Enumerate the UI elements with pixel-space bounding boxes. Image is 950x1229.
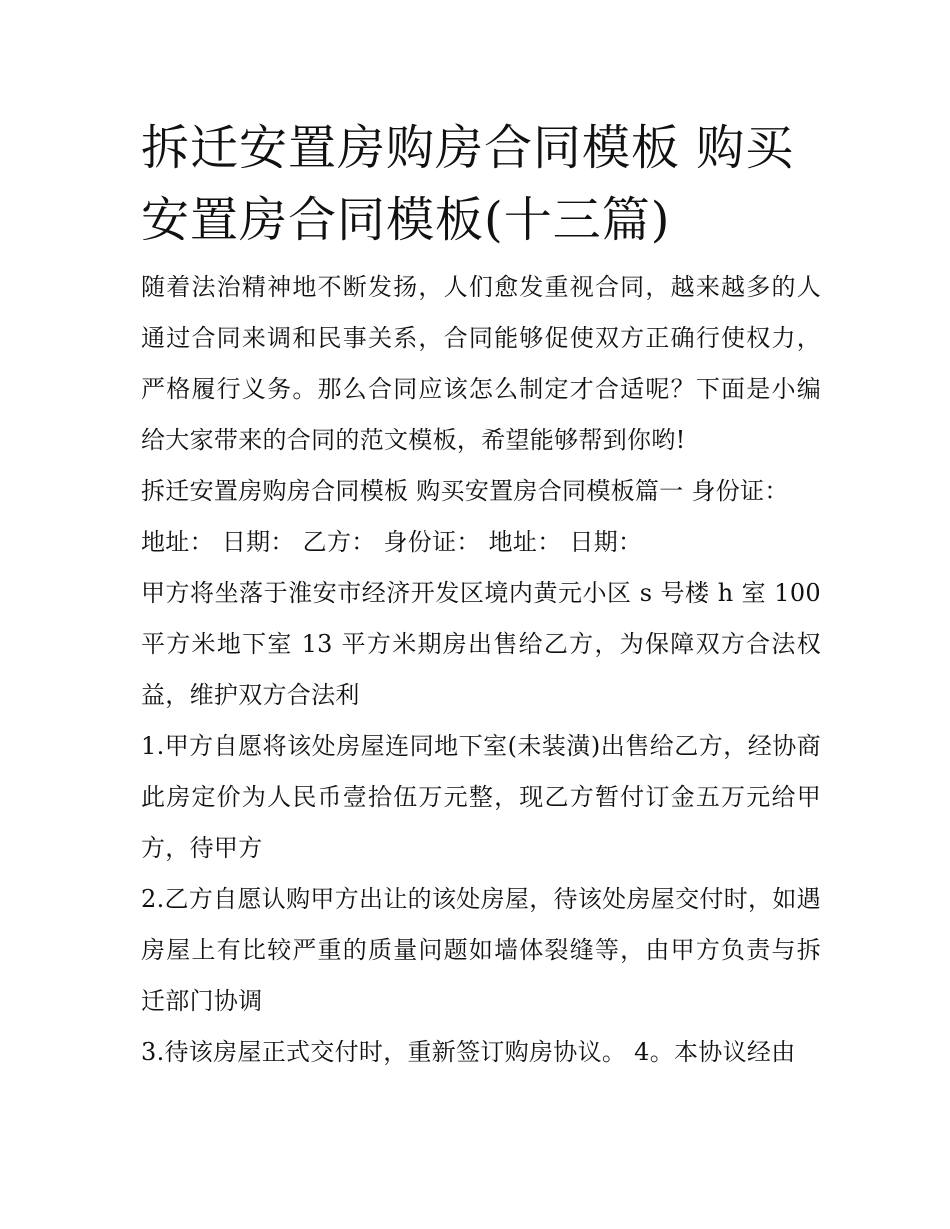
section-heading-line: 拆迁安置房购房合同模板 购买安置房合同模板篇一 身份证： (141, 477, 789, 505)
party-info-line: 地址： 日期： 乙方： 身份证： 地址： 日期： (141, 528, 643, 556)
intro-paragraph: 随着法治精神地不断发扬，人们愈发重视合同，越来越多的人通过合同来调和民事关系，合同能够促使双方正确行使权力，严格履行义务。那么合同应该怎么制定才合适呢？下面是小编给大家带来的合同的范文模板，希望能够帮到你哟! (141, 273, 821, 454)
clause-2: 2.乙方自愿认购甲方出让的该处房屋，待该处房屋交付时，如遇房屋上有比较严重的质量问题如墙体裂缝等，由甲方负责与拆迁部门协调 (141, 885, 821, 1015)
clause-1: 1.甲方自愿将该处房屋连同地下室(未装潢)出售给乙方，经协商此房定价为人民币壹拾伍万元整，现乙方暂付订金五万元给甲方，待甲方 (141, 732, 821, 862)
clause-3: 3.待该房屋正式交付时，重新签订购房协议。 4。本协议经由 (141, 1038, 796, 1066)
property-paragraph: 甲方将坐落于淮安市经济开发区境内黄元小区 s 号楼 h 室 100 平方米地下室 13 平方米期房出售给乙方，为保障双方合法权益，维护双方合法利 (141, 579, 821, 709)
document-title: 拆迁安置房购房合同模板 购买安置房合同模板(十三篇) (141, 120, 795, 248)
document-page (141, 112, 821, 1078)
